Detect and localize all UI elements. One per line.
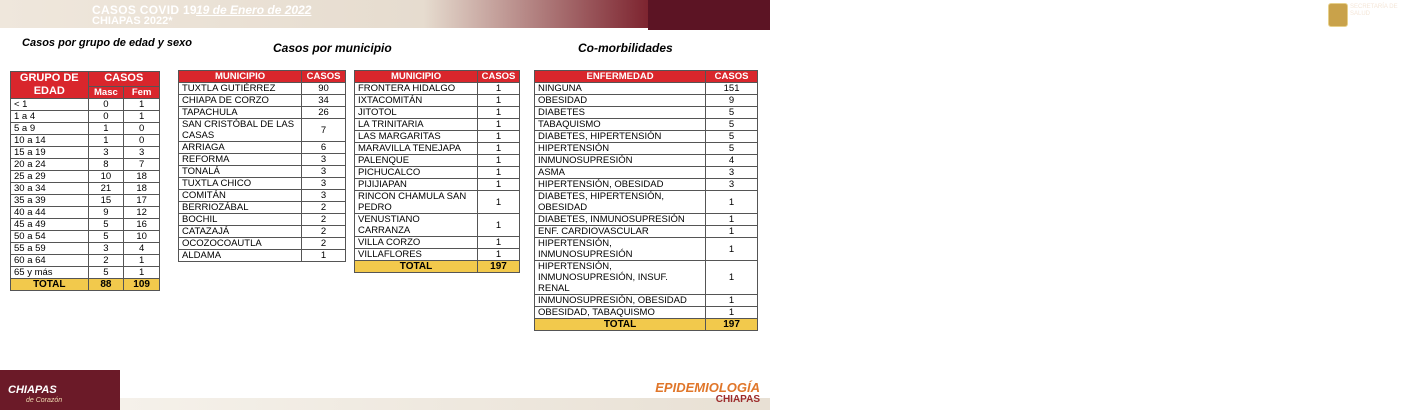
table-cell: 15 a 19 [11,147,89,159]
table-row [11,267,160,279]
table-row [11,231,160,243]
table-cell: FRONTERA HIDALGO [355,83,478,95]
epidemiologia-logo [600,378,770,410]
table-row [355,95,520,107]
table-cell: 151 [706,83,758,95]
table-cell: 2 [302,226,346,238]
table-row [179,166,346,178]
table-cell: 1 [478,237,520,249]
col-municipality: MUNICIPIO [355,71,478,83]
table-cell: 1 [478,107,520,119]
table-cell: 1 [478,119,520,131]
table-row [535,95,758,107]
table-cell: 3 [706,167,758,179]
table-cell: LAS MARGARITAS [355,131,478,143]
table-cell: PIJIJIAPAN [355,179,478,191]
table-cell: 0 [88,111,124,123]
table-cell: 8 [88,159,124,171]
table-cell: 10 [124,231,160,243]
table-cell: ARRIAGA [179,142,302,154]
table-cell: 1 [302,250,346,262]
table-cell: 0 [124,135,160,147]
table-cell: PALENQUE [355,155,478,167]
table-cell: 7 [124,159,160,171]
table-cell: 10 [88,171,124,183]
table-cell: 45 a 49 [11,219,89,231]
table-cell: VILLAFLORES [355,249,478,261]
table-cell: HIPERTENSIÓN, INMUNOSUPRESIÓN [535,238,706,261]
table-cell: 4 [706,155,758,167]
comorbidity-table-title: Co-morbilidades [578,41,673,55]
table-cell: 1 [88,123,124,135]
table-cell: 16 [124,219,160,231]
table-row [355,214,520,237]
table-cell: NINGUNA [535,83,706,95]
table-cell: 6 [302,142,346,154]
table-row [355,107,520,119]
seal-icon [1328,3,1348,27]
total-row [535,319,758,331]
table-row [179,95,346,107]
table-cell: 1 [124,111,160,123]
table-cell: IXTACOMITÁN [355,95,478,107]
table-cell: TOTAL [535,319,706,331]
table-cell: 1 [478,191,520,214]
table-cell: BERRIOZÁBAL [179,202,302,214]
table-cell: 17 [124,195,160,207]
table-cell: 10 a 14 [11,135,89,147]
col-municipality: MUNICIPIO [179,71,302,83]
table-row [535,214,758,226]
table-cell: MARAVILLA TENEJAPA [355,143,478,155]
table-cell: 88 [88,279,124,291]
table-cell: 18 [124,171,160,183]
table-cell: DIABETES, HIPERTENSIÓN [535,131,706,143]
brand-text: CHIAPAS [8,384,57,396]
table-row [535,119,758,131]
table-cell: 3 [706,179,758,191]
table-row [11,183,160,195]
chiapas-logo [0,370,120,410]
table-cell: 1 [478,155,520,167]
brand-tagline: de Corazón [26,397,63,404]
table-cell: TONALÁ [179,166,302,178]
table-cell: 1 [478,167,520,179]
header-date: 19 de Enero de 2022 [196,3,312,17]
table-row [355,155,520,167]
table-row [11,171,160,183]
table-cell: 12 [124,207,160,219]
table-cell: 1 [478,131,520,143]
table-row [355,143,520,155]
table-cell: 1 [478,179,520,191]
table-cell: SAN CRISTÓBAL DE LAS CASAS [179,119,302,142]
table-cell: 2 [88,255,124,267]
table-cell: ENF. CARDIOVASCULAR [535,226,706,238]
table-row [535,226,758,238]
comorbidity-table [534,70,758,331]
table-row [11,195,160,207]
table-row [535,261,758,295]
age-table-title: Casos por grupo de edad y sexo [22,37,192,49]
table-cell: 3 [302,178,346,190]
table-cell: 1 [706,261,758,295]
table-cell: 9 [706,95,758,107]
table-row [179,83,346,95]
table-cell: VENUSTIANO CARRANZA [355,214,478,237]
table-row [535,131,758,143]
col-cases: CASOS [478,71,520,83]
table-row [179,214,346,226]
table-cell: REFORMA [179,154,302,166]
table-row [11,159,160,171]
epidemiologia-sub: CHIAPAS [715,394,760,405]
table-cell: OBESIDAD, TABAQUISMO [535,307,706,319]
table-cell: INMUNOSUPRESIÓN, OBESIDAD [535,295,706,307]
table-cell: 2 [302,214,346,226]
table-cell: 15 [88,195,124,207]
table-cell: PICHUCALCO [355,167,478,179]
table-cell: 65 y más [11,267,89,279]
table-cell: 3 [302,154,346,166]
table-cell: CATAZAJÁ [179,226,302,238]
logo-text: SECRETARÍA DE SALUD [1350,4,1398,17]
table-cell: 3 [302,166,346,178]
table-row [535,295,758,307]
table-cell: 4 [124,243,160,255]
table-row [355,191,520,214]
table-row [355,179,520,191]
table-cell: 197 [706,319,758,331]
table-row [355,249,520,261]
table-cell: TABAQUISMO [535,119,706,131]
table-cell: JITOTOL [355,107,478,119]
table-row [535,155,758,167]
table-cell: 1 a 4 [11,111,89,123]
col-cases: CASOS [706,71,758,83]
table-cell: 1 [478,249,520,261]
table-cell: 1 [706,226,758,238]
table-cell: 30 a 34 [11,183,89,195]
age-table [10,71,160,291]
table-cell: TOTAL [11,279,89,291]
table-row [179,142,346,154]
table-cell: 1 [124,267,160,279]
table-row [179,226,346,238]
table-cell: DIABETES [535,107,706,119]
table-cell: 40 a 44 [11,207,89,219]
table-cell: OBESIDAD [535,95,706,107]
table-cell: 197 [478,261,520,273]
table-cell: TUXTLA CHICO [179,178,302,190]
table-row [535,107,758,119]
table-cell: 21 [88,183,124,195]
table-cell: 26 [302,107,346,119]
table-row [11,255,160,267]
table-cell: 18 [124,183,160,195]
table-row [535,143,758,155]
table-cell: 1 [478,95,520,107]
table-cell: 5 [706,107,758,119]
table-cell: 60 a 64 [11,255,89,267]
table-row [11,123,160,135]
table-row [179,202,346,214]
table-cell: LA TRINITARIA [355,119,478,131]
table-cell: 34 [302,95,346,107]
table-cell: 1 [706,307,758,319]
table-row [11,243,160,255]
municipality-table-title: Casos por municipio [273,41,392,55]
municipality-table-right [354,70,520,273]
table-row [355,83,520,95]
table-row [179,190,346,202]
table-cell: < 1 [11,99,89,111]
table-cell: 3 [88,147,124,159]
table-row [11,99,160,111]
table-cell: 3 [302,190,346,202]
table-cell: 3 [88,243,124,255]
table-cell: 90 [302,83,346,95]
table-row [355,237,520,249]
table-cell: 2 [302,202,346,214]
table-cell: INMUNOSUPRESIÓN [535,155,706,167]
table-row [535,83,758,95]
table-row [179,107,346,119]
table-cell: TAPACHULA [179,107,302,119]
table-cell: TOTAL [355,261,478,273]
table-cell: 5 [88,231,124,243]
table-cell: RINCON CHAMULA SAN PEDRO [355,191,478,214]
table-cell: HIPERTENSIÓN [535,143,706,155]
table-cell: 0 [88,99,124,111]
table-cell: 0 [124,123,160,135]
table-cell: 1 [478,83,520,95]
table-cell: 1 [88,135,124,147]
col-cases: CASOS [302,71,346,83]
table-cell: VILLA CORZO [355,237,478,249]
table-row [355,119,520,131]
table-row [11,135,160,147]
table-row [355,131,520,143]
col-masc: Masc [88,86,124,98]
table-row [11,207,160,219]
table-cell: 1 [478,214,520,237]
table-cell: 50 a 54 [11,231,89,243]
secretaria-logo [648,0,1398,30]
table-cell: 25 a 29 [11,171,89,183]
table-cell: 1 [478,143,520,155]
total-row [355,261,520,273]
table-cell: 1 [706,191,758,214]
table-cell: 109 [124,279,160,291]
table-cell: CHIAPA DE CORZO [179,95,302,107]
table-cell: 1 [706,295,758,307]
table-cell: 5 [706,119,758,131]
table-row [535,307,758,319]
table-cell: 55 a 59 [11,243,89,255]
table-cell: 5 [706,131,758,143]
table-cell: 7 [302,119,346,142]
table-cell: HIPERTENSIÓN, INMUNOSUPRESIÓN, INSUF. RENAL [535,261,706,295]
table-row [535,167,758,179]
table-cell: ALDAMA [179,250,302,262]
table-cell: TUXTLA GUTIÉRREZ [179,83,302,95]
table-cell: BOCHIL [179,214,302,226]
table-cell: 1 [706,238,758,261]
table-row [535,191,758,214]
header-title: CASOS COVID 19 [92,3,197,17]
table-row [11,147,160,159]
col-disease: ENFERMEDAD [535,71,706,83]
table-cell: 1 [124,99,160,111]
epidemiologia-text: EPIDEMIOLOGÍA [655,380,760,395]
table-row [11,111,160,123]
table-row [355,167,520,179]
table-cell: 5 [88,267,124,279]
table-cell: OCOZOCOAUTLA [179,238,302,250]
table-row [179,119,346,142]
col-fem: Fem [124,86,160,98]
table-cell: 3 [124,147,160,159]
table-cell: DIABETES, HIPERTENSIÓN, OBESIDAD [535,191,706,214]
header-subtitle: CHIAPAS 2022* [92,15,173,27]
table-cell: 5 [706,143,758,155]
municipality-table-left [178,70,346,262]
table-cell: COMITÁN [179,190,302,202]
table-cell: 1 [706,214,758,226]
table-cell: 1 [124,255,160,267]
table-row [179,250,346,262]
table-row [179,238,346,250]
table-row [535,238,758,261]
table-cell: 5 a 9 [11,123,89,135]
table-cell: DIABETES, INMUNOSUPRESIÓN [535,214,706,226]
table-cell: 20 a 24 [11,159,89,171]
table-cell: 9 [88,207,124,219]
table-row [11,219,160,231]
table-cell: 2 [302,238,346,250]
table-row [179,178,346,190]
col-age-group: GRUPO DE EDAD [11,72,89,99]
total-row [11,279,160,291]
table-cell: 35 a 39 [11,195,89,207]
table-cell: ASMA [535,167,706,179]
table-cell: 5 [88,219,124,231]
table-row [535,179,758,191]
table-row [179,154,346,166]
table-cell: HIPERTENSIÓN, OBESIDAD [535,179,706,191]
col-cases: CASOS [88,72,159,87]
